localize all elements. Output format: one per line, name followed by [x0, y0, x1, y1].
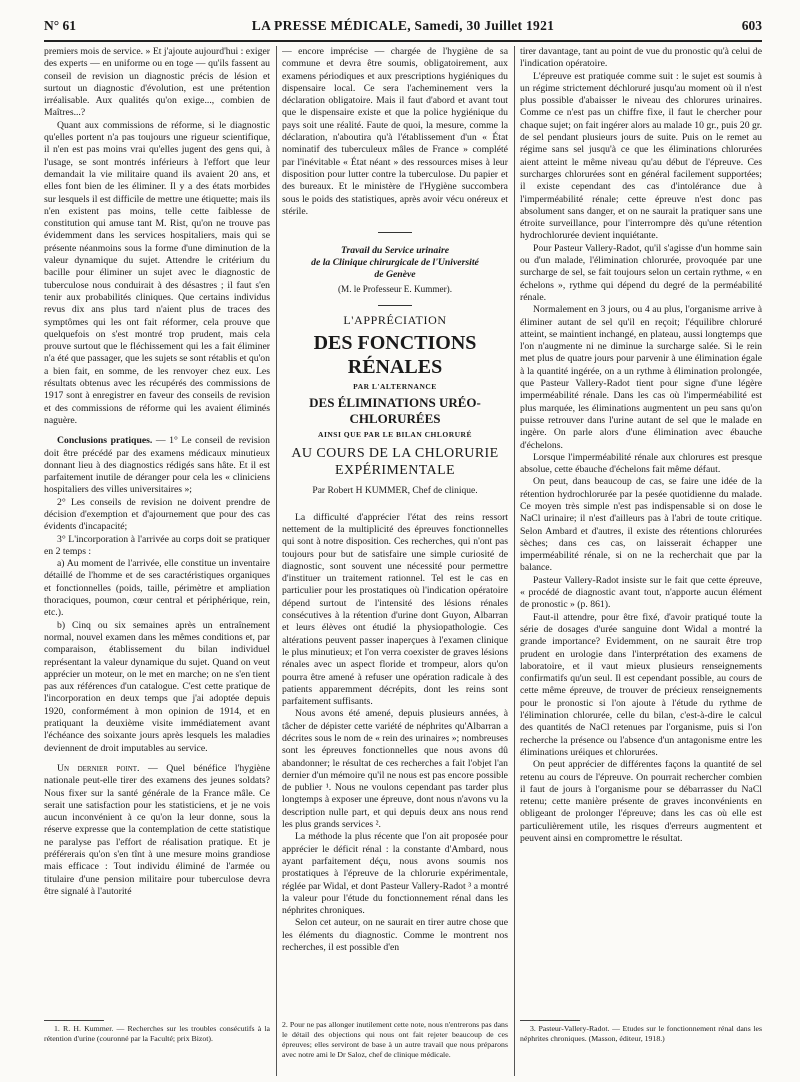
paragraph: a) Au moment de l'arrivée, elle constitue un inventaire détaillé de l'homme et de ses caractéristiques organiques et fonctionnelles (poids, taille, périmètre et ampliation thoraciques, poumon, cœur central et périphérique, rein, etc.).: [44, 558, 270, 619]
paragraph: Nous avons été amené, depuis plusieurs années, à tâcher de dépister cette variété de néphrites qu'Albarran a décrites sous le nom de « rein des urinaires »; nombreuses sont les épreuves fonctionnelles que nous avons dû abandonner; le résultat de ces recherches a fait l'objet l'an dernier d'un mémoire qu'il ne nous est pas encore possible de publier ¹. Nous ne voulons cependant pas tarder plus longtemps à exposer une épreuve, dont nous n'avons vu la description nulle part, et qui depuis deux ans nous rend les plus grands services ².: [282, 708, 508, 831]
affiliation-line: de la Clinique chirurgicale de l'Université: [311, 257, 479, 269]
paragraph: Lorsque l'imperméabilité rénale aux chlorures est presque absolue, cette ébauche d'échelons fait même défaut.: [520, 451, 762, 476]
article-title-line: DES ÉLIMINATIONS URÉO-CHLORURÉES: [309, 395, 481, 427]
paragraph: On peut, dans beaucoup de cas, se faire une idée de la rétention hydrochlorurée par la pesée quotidienne du malade. Ce moyen très simple n'est pas indispensable si on dose le NaCl urinaire; il n'est d'ailleurs pas à l'abri de toute critique. Selon Ambard et d'autres, il existe des rétentions chlorurées sèches; dans ces cas, on laisserait échapper une imperméabilité rénale, si on ne la recherchait que par la balance.: [520, 476, 762, 574]
paragraph: On peut apprécier de différentes façons la quantité de sel retenu au cours de l'épreuve. On pourrait rechercher combien il faut de jours à l'organisme pour se débarrasser du NaCl retenu; cette manière présente de graves inconvénients en obligeant de prolonger l'épreuve; dans les cas où elle est particulièrement utile, les risques d'erreurs augmentent et peuvent ainsi en compromettre le résultat.: [520, 759, 762, 844]
paragraph: [44, 435, 270, 496]
paragraph: 2° Les conseils de revision ne doivent prendre de décision d'exemption et d'ajournement que pour des cas évidents d'incapacité;: [44, 496, 270, 533]
paragraph-text: — Quel bénéfice l'hygiène nationale peut-elle tirer des examens des jeunes soldats? Nous fixer sur la santé générale de la France mâle. Ce serait une satisfaction pour les statisticiens, et je ne vois aucun inconvénient à ce qu'on la leur donne, sous la réserve expresse que la contemplation de cette statistique ne paralyse pas l'effort de réalisation pratique. Et je préférerais qu'on s'en tînt à une mesure moins grandiose mais efficace : Tout individu éliminé de l'armée ou titulaire d'une pension militaire pour tuberculose devra être signalé à l'autorité: [44, 762, 270, 897]
column-1: [44, 46, 270, 1016]
footnote-rule: [520, 1020, 580, 1021]
paragraph: Normalement en 3 jours, ou 4 au plus, l'organisme arrive à éliminer autant de sel qu'il en reçoit; l'équilibre chloruré atteint, se maintient inchangé, en plateau, aussi longtemps que l'on n'augmente ni ne diminue la surcharge salée. Si le rein met plus de quatre jours pour parvenir à une élimination égale à la quantité ingérée, on a un rythme à élimination prolongée, que Pasteur Vallery-Radot tient pour signe d'une légère imperméabilité rénale. Dans les cas où l'imperméabilité est plus marquée, les éliminations augmentent un peu sans qu'on puisse retrouver dans l'urine autant de sel que le malade en ingère. On parle alors d'une élimination avec ébauche d'échelons.: [520, 304, 762, 451]
affiliation-professor: (M. le Professeur E. Kummer).: [337, 284, 453, 295]
page-number: 603: [741, 18, 762, 33]
paragraph: [44, 763, 270, 898]
column-2: [282, 46, 508, 1016]
footnote: 1. R. H. Kummer. — Recherches sur les troubles consécutifs à la rétention d'urine (couronné par la Faculté; prix Bizot).: [44, 1024, 270, 1043]
affiliation-line: Travail du Service urinaire: [340, 245, 450, 257]
running-header: [44, 18, 762, 38]
footnote: 2. Pour ne pas allonger inutilement cette note, nous n'entrerons pas dans le détail des objections qui nous ont fait rejeter beaucoup de ces épreuves; elles serviront de base à un autre travail que nous préparons avec notre ami le Dr Saloz, chef de clinique médicale.: [282, 1020, 508, 1059]
paragraph: — encore imprécise — chargée de l'hygiène de sa commune et devra être soumis, obligatoirement, aux examens périodiques et aux prescriptions hygiéniques du dispensaire local. Ce sera l'acheminement vers la déclaration obligatoire. Mais il faut d'abord et avant tout que le dispensaire existe et que la police hygiénique du pays soit une réalité. Faute de quoi, la mesure, comme la déclaration, n'aboutira qu'à l'établissement d'un « État nominatif des tuberculeux mâles de France » complété par l'inévitable « État néant » des ressources mises à leur disposition pour lutter contre la tuberculose. Du papier et des bureaux. Et le ministère de l'Hygiène succombera sous le poids des statistiques, après avoir vécu onéreux et stérile.: [282, 46, 508, 217]
journal-title: LA PRESSE MÉDICALE, Samedi, 30 Juillet 1921: [251, 18, 555, 33]
column-divider: [514, 46, 515, 1076]
article-title-main: DES FONCTIONS RÉNALES: [313, 331, 477, 378]
paragraph-text: — 1° Le conseil de revision doit être précédé par des examens médicaux minutieux donnant lieu à des diagnostics rédigés sans hâte. Et il est parfaitement inutile de déranger pour cela les « cliniciens hospitaliers des villes universitaires »;: [44, 435, 270, 496]
separator-rule: [378, 305, 412, 306]
paragraph: L'épreuve est pratiquée comme suit : le sujet est soumis à un régime strictement déchloruré jusqu'au moment où il n'est plus possible d'abaisser le niveau des chlorures urinaires. Comme ce n'est pas un chiffre fixe, il faut le chercher pour chaque sujet; on fait ingérer alors au malade 10 gr., puis 20 gr. de sel pendant plusieurs jours de suite. Puis on le remet au régime sans sel jusqu'à ce que les éliminations chlorurées aient atteint le même niveau qu'au début de l'épreuve. Ces surcharges chlorurées sont en général facilement supportées; il existe cependant des cas d'intolérance due à l'imperméabilité rénale; cette épreuve n'est donc pas absolument sans danger, et on ne saurait la pratiquer sans une étroite surveillance, pour l'interrompre dès qu'une rétention hydrochlorurée devient inquiétante.: [520, 70, 762, 242]
paragraph: Pour Pasteur Vallery-Radot, qu'il s'agisse d'un homme sain ou d'un malade, l'élimination chlorurée, provoquée par une surcharge de sel, se fait toujours selon un certain rythme, « en échelons », rythme qui dépend du degré de la perméabilité rénale.: [520, 242, 762, 303]
footnotes-column-1: [44, 1020, 270, 1045]
article-title-line: EXPÉRIMENTALE: [335, 463, 455, 479]
paragraph: b) Cinq ou six semaines après un entraînement normal, nouvel examen dans les mêmes conditions et, par comparaison, établissement du bilan individuel représentant la valeur dynamique du sujet. Quand on veut apprécier un moteur, on le met en marche; on ne s'en tient pas aux références d'un catalogue. C'est cette pratique de l'incorporation en deux temps que j'ai adoptée depuis 1920, conformément à mon opinion de 1914, et en pratiquant la deuxième visite immédiatement avant l'échéance des soixante jours après lesquels les maladies deviennent de droit imputables au service.: [44, 619, 270, 754]
paragraph: Faut-il attendre, pour être fixé, d'avoir pratiqué toute la série de dosages d'urée sanguine dont Widal a montré la grande importance? Evidemment, on ne saurait être trop prudent en urologie dans l'interprétation des examens de laboratoire, et il vaut mieux plusieurs renseignements confirmatifs qu'un seul. Il est cependant possible, au cours de cette même épreuve, de trouver de précieux renseignements pour le pronostic si l'on ajoute à l'étude du rythme de l'élimination chlorurée, celle du bilan, c'est-à-dire le calcul des quantités de NaCl retenues par l'organisme, puis si l'on recherche la présence ou l'absence d'un antagonisme entre les éliminations uréiques et chlorurées.: [520, 611, 762, 758]
affiliation-line: de Genève: [374, 269, 416, 281]
paragraph: La méthode la plus récente que l'on ait proposée pour apprécier le déficit rénal : la constante d'Ambard, nous ayant parfaitement déçu, nous avons soumis nos prostatiques à l'épreuve de la chlorurie expérimentale, réglée par Widal, et dont Pasteur Vallery-Radot ³ a montré la valeur pour l'étude du fonctionnement rénal dans les néphrites chroniques.: [282, 831, 508, 917]
footnotes-column-2: [282, 1020, 508, 1061]
paragraph: tirer davantage, tant au point de vue du pronostic qu'à celui de l'indication opératoire.: [520, 46, 762, 70]
footnote-rule: [44, 1020, 104, 1021]
paragraph: premiers mois de service. » Et j'ajoute aujourd'hui : exiger des experts — en uniforme ou en toge — qu'ils fassent au conseil de revision un diagnostic précis de lésion et surtout un diagnostic d'évolution, est une prétention irréalisable. Aux qualités qu'on exige..., combien de Maîtres...?: [44, 46, 270, 119]
article-title-line: AINSI QUE PAR LE BILAN CHLORURÉ: [318, 430, 472, 440]
paragraph: La difficulté d'apprécier l'état des reins ressort nettement de la multiplicité des épreuves fonctionnelles qui sont à notre disposition. Ces recherches, qui n'ont pas toujours pour but de satisfaire une simple curiosité de diagnostic, sont souvent une nécessité pour permettre d'instituer un traitement rationnel. Tel est le cas en particulier pour les prostatiques où l'indication opératoire dépend surtout de l'intensité des lésions rénales consécutives à la rétention d'urine dont Guyon, Albarran et leurs élèves ont étudié la physiopathologie. Ces altérations peuvent passer inaperçues à l'examen clinique le plus minutieux; et l'on verra coexister de graves lésions rénales avec un aspect floride et trompeur, alors qu'on pourra être amené à refuser une opération radicale à des patients apparemment décrépits, dont les reins sont parfaitement suffisants.: [282, 511, 508, 708]
paragraph: 3° L'incorporation à l'arrivée au corps doit se pratiquer en 2 temps :: [44, 533, 270, 557]
header-rule: [44, 40, 762, 42]
footnotes-column-3: [520, 1020, 762, 1045]
article-title-line: L'APPRÉCIATION: [343, 313, 447, 328]
run-in-heading: Un dernier point.: [57, 762, 140, 774]
column-divider: [276, 46, 277, 1076]
article-title-line: AU COURS DE LA CHLORURIE: [291, 446, 499, 462]
paragraph: Quant aux commissions de réforme, si le diagnostic qu'elles portent n'a pas toujours une rigueur scientifique, il n'en est pas moins vrai qu'elles jugent des gens qui, à l'usage, se sont montrés inférieurs à l'effort que leur demandait la vie militaire quand ils avaient 20 ans, et elles font bien de les éliminer. Il y a des états morbides sur lesquels il est difficile de mettre une étiquette; mais ils n'en existent pas moins, telle cette faiblesse de constitution qui amuse tant M. Rist, qu'on ne trouve pas évidemment dans les services hospitaliers, mais qui se présente néanmoins sous la forme d'une diminution de la valeur dynamique du sujet. Attendre le critérium du bacille pour éliminer un sujet avec le diagnostic de tuberculose nous conduirait à des désastres ; il faut s'en tenir aux probabilités cliniques. Que certains individus revus dix ans plus tard n'aient plus de traces des symptômes qui les ont fait réformer, cela prouve que quelquefois on s'est montré trop prudent, mais cela prouve surtout que le fléchissement qui les a fait éliminer n'a été que passager, que les sujets se sont rétablis et qu'on a bien fait, en somme, de les renvoyer chez eux. Les résultats obtenus avec les récupérés des commissions de 1917 sont à enregistrer en faveur des conseils de revision et des commissions de réforme qui les avaient éliminés naguère.: [44, 119, 270, 426]
footnote: 3. Pasteur-Vallery-Radot. — Etudes sur le fonctionnement rénal dans les néphrites chroniques. (Masson, éditeur, 1918.): [520, 1024, 762, 1043]
issue-number: N° 61: [44, 18, 77, 33]
run-in-heading: Conclusions pratiques.: [57, 435, 153, 447]
article-byline: Par Robert H KUMMER, Chef de clinique.: [312, 486, 478, 497]
paragraph: Selon cet auteur, on ne saurait en tirer autre chose que les éléments du diagnostic. Comme le montrent nos recherches, il est possible d'en: [282, 917, 508, 954]
separator-rule: [378, 232, 412, 233]
column-3: [520, 46, 762, 1016]
article-title-line: PAR L'ALTERNANCE: [353, 381, 437, 391]
paragraph: Pasteur Vallery-Radot insiste sur le fait que cette épreuve, « procédé de diagnostic avant tout, n'apporte aucun élément de pronostic » (p. 861).: [520, 574, 762, 611]
